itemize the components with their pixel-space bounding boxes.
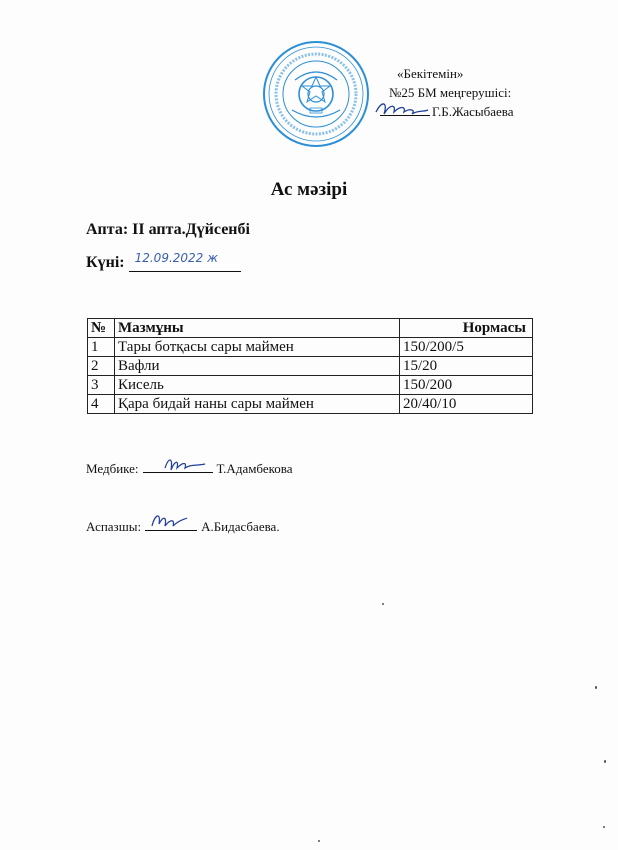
nurse-name: Т.Адамбекова — [216, 461, 293, 476]
cook-signature — [149, 510, 189, 532]
approval-title: «Бекітемін» — [397, 66, 464, 81]
header-norm: Нормасы — [400, 319, 533, 338]
table-row — [88, 357, 533, 376]
director-signature — [372, 98, 432, 120]
scan-speck — [603, 826, 605, 828]
nurse-signature-row — [86, 460, 293, 477]
table-row — [88, 376, 533, 395]
row-number: 3 — [88, 376, 115, 395]
approval-name: Г.Б.Жасыбаева — [432, 104, 514, 119]
row-number: 4 — [88, 395, 115, 414]
official-seal — [262, 40, 370, 148]
week-label: Апта: II апта.Дүйсенбі — [86, 221, 250, 238]
row-norm: 20/40/10 — [400, 395, 533, 414]
row-dish: Тары ботқасы сары маймен — [115, 338, 400, 357]
row-norm: 15/20 — [400, 357, 533, 376]
date-value: 12.09.2022 ж — [134, 251, 218, 265]
scan-speck — [604, 760, 606, 763]
row-number: 2 — [88, 357, 115, 376]
cook-signature-line — [145, 518, 197, 531]
row-dish: Қара бидай наны сары маймен — [115, 395, 400, 414]
table-header-row — [88, 319, 533, 338]
approval-position: №25 БМ меңгерушісі: — [389, 85, 512, 100]
cook-name: А.Бидасбаева. — [201, 519, 280, 534]
table-row — [88, 338, 533, 357]
scan-speck — [318, 840, 320, 842]
row-norm: 150/200/5 — [400, 338, 533, 357]
cook-label: Аспазшы: — [86, 519, 142, 534]
nurse-label: Медбике: — [86, 461, 139, 476]
page-title: Ас мәзірі — [270, 179, 348, 200]
menu-table — [87, 318, 533, 414]
scan-speck — [595, 686, 597, 689]
date-label: Күні: — [86, 254, 125, 271]
nurse-signature — [163, 454, 207, 474]
row-number: 1 — [88, 338, 115, 357]
scan-speck — [382, 603, 384, 605]
date-row — [86, 251, 241, 272]
row-norm: 150/200 — [400, 376, 533, 395]
table-row — [88, 395, 533, 414]
approval-block — [380, 64, 610, 121]
nurse-signature-line — [143, 460, 213, 473]
header-number: № — [88, 319, 115, 338]
row-dish: Кисель — [115, 376, 400, 395]
date-line — [129, 251, 241, 272]
approval-signature-row — [380, 102, 610, 121]
row-dish: Вафли — [115, 357, 400, 376]
header-content: Мазмұны — [115, 319, 400, 338]
cook-signature-row — [86, 518, 280, 535]
